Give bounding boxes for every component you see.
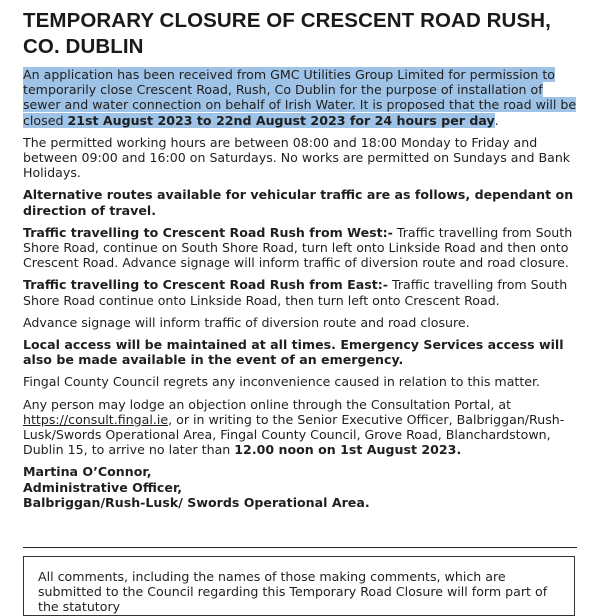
objection-deadline: 12.00 noon on 1st August 2023.: [234, 442, 462, 458]
west-route-text: Traffic travelling from South Shore Road, continue on South Shore Road, turn left onto Linkside Road and then onto Crescent Road. Advance signage will inform traffic of diversion route and road closure.: [23, 224, 573, 271]
signatory-area: Balbriggan/Rush-Lusk/ Swords Operational Area.: [23, 494, 370, 510]
notice-document: [23, 8, 583, 510]
east-route-text: Traffic travelling from South Shore Road continue onto Linkside Road, then turn left onto Crescent Road.: [23, 277, 568, 308]
alt-routes-heading: [23, 187, 583, 217]
objection-paragraph: [23, 397, 583, 458]
local-access-paragraph: [23, 337, 583, 367]
divider: [23, 547, 577, 548]
consultation-portal-link[interactable]: https://consult.fingal.ie: [23, 411, 169, 427]
page-title: TEMPORARY CLOSURE OF CRESCENT ROAD RUSH, CO. DUBLIN: [23, 9, 551, 58]
west-route-label: Traffic travelling to Crescent Road Rush from West:-: [23, 224, 393, 240]
signature-block: [23, 464, 583, 510]
east-route-label: Traffic travelling to Crescent Road Rush from East:-: [23, 277, 389, 293]
notice-box: [23, 556, 575, 616]
west-route-paragraph: [23, 225, 583, 271]
closure-dates: 21st August 2023 to 22nd August 2023 for 24 hours per day: [67, 112, 495, 128]
regrets-paragraph: Fingal County Council regrets any inconvenience caused in relation to this matter.: [23, 374, 541, 390]
objection-before: Any person may lodge an objection online through the Consultation Portal, at: [23, 396, 512, 412]
east-route-paragraph: [23, 277, 583, 307]
local-access-text: Local access will be maintained at all times. Emergency Services access will also be made available in the event of an emergency.: [23, 337, 564, 368]
intro-text: An application has been received from GMC Utilities Group Limited for permission to temporarily close Crescent Road, Rush, Co Dublin for the purpose of installation of sewer and water connection on behalf of Irish Water. It is proposed that the road will be closed: [23, 67, 577, 128]
selected-text[interactable]: [23, 67, 576, 128]
signatory-role: Administrative Officer,: [23, 479, 183, 495]
intro-end: .: [494, 112, 499, 128]
signatory-name: Martina O’Connor,: [23, 464, 152, 480]
objection-middle: , or in writing to the Senior Executive Officer, Balbriggan/Rush-Lusk/Swords Operational Area, Fingal County Council, Grove Road, Blanchardstown, Dublin 15, to arrive no later than: [23, 411, 565, 458]
alt-routes-text: Alternative routes available for vehicular traffic are as follows, dependant on direction of travel.: [23, 187, 574, 218]
notice-box-text: All comments, including the names of those making comments, which are submitted to the Council regarding this Temporary Road Closure will form part of the statutory: [38, 569, 548, 615]
signage-paragraph: Advance signage will inform traffic of diversion route and road closure.: [23, 314, 470, 330]
intro-paragraph: [23, 67, 583, 128]
working-hours-paragraph: The permitted working hours are between 08:00 and 18:00 Monday to Friday and between 09:00 and 16:00 on Saturdays. No works are permitted on Sundays and Bank Holidays.: [23, 134, 571, 181]
